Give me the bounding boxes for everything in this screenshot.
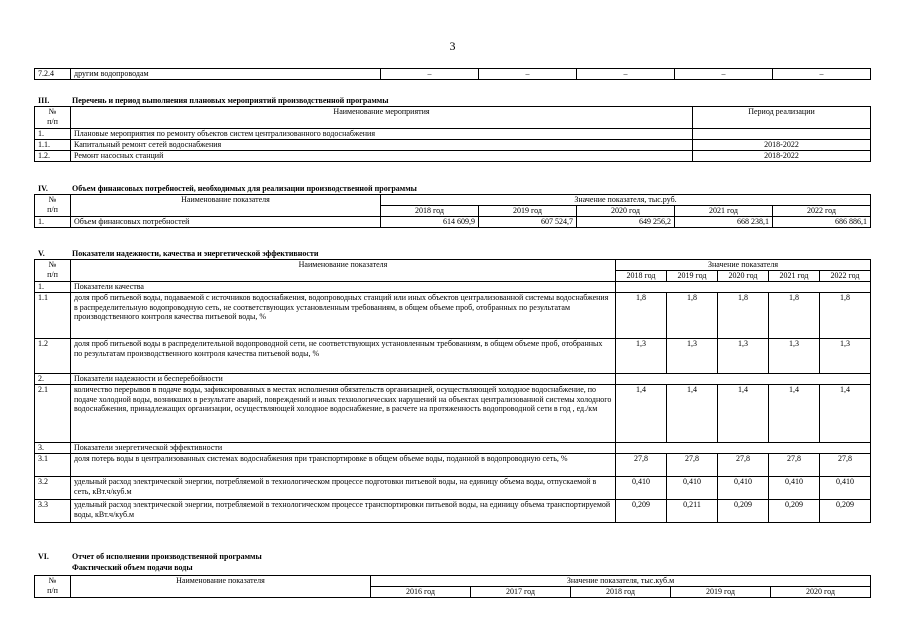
header-name: Наименование показателя [71, 576, 371, 598]
table-row [35, 374, 871, 385]
section-heading: Отчет об исполнении производственной программы [72, 552, 262, 561]
row-value [616, 282, 871, 293]
measures-table [34, 106, 871, 162]
row-value: 1,4 [616, 385, 667, 443]
row-name: другим водопроводам [71, 69, 381, 80]
table-row [35, 217, 871, 228]
header-year: 2017 год [471, 587, 571, 598]
header-year: 2020 год [577, 206, 675, 217]
section-subtitle [72, 563, 193, 572]
row-name: доля потерь воды в централизованных системах водоснабжения при транспортировке в общем объеме воды, поданной в водопроводную сеть, % [71, 454, 616, 477]
row-value: 0,410 [616, 477, 667, 500]
header-value: Значение показателя, тыс.куб.м [371, 576, 871, 587]
continuation-table [34, 68, 871, 80]
header-value: Значение показателя, тыс.руб. [381, 195, 871, 206]
row-value: 27,8 [718, 454, 769, 477]
row-value [616, 374, 871, 385]
row-value: 649 256,2 [577, 217, 675, 228]
row-value: – [675, 69, 773, 80]
row-period: 2018-2022 [693, 140, 871, 151]
table-row [35, 293, 871, 339]
row-value: 1,8 [667, 293, 718, 339]
row-value: 1,8 [769, 293, 820, 339]
header-year: 2020 год [718, 271, 769, 282]
row-value: 0,211 [667, 500, 718, 523]
table-header-row [35, 576, 871, 587]
row-value: 0,209 [820, 500, 871, 523]
row-value: 27,8 [667, 454, 718, 477]
row-value: 0,410 [667, 477, 718, 500]
header-year: 2019 год [667, 271, 718, 282]
section-subheading: Фактический объем подачи воды [72, 563, 193, 572]
section-number: III. [38, 96, 50, 105]
row-name: доля проб питьевой воды, подаваемой с источников водоснабжения, водопроводных станций или иных объектов централизованной системы водоснабжения в распределительную водопроводную сеть, не соответствующих установленным требованиям, в общем объеме проб, отобранных по результатам производственного контроля качества питьевой воды, % [71, 293, 616, 339]
row-value: 1,4 [820, 385, 871, 443]
row-value: 0,410 [769, 477, 820, 500]
row-number: 3.3 [35, 500, 71, 523]
header-name: Наименование показателя [71, 260, 616, 282]
row-number: 1. [35, 217, 71, 228]
table-header-row [35, 195, 871, 206]
table-row [35, 69, 871, 80]
row-number: 3. [35, 443, 71, 454]
row-name: Показатели качества [71, 282, 616, 293]
header-year: 2019 год [671, 587, 771, 598]
row-value: 668 238,1 [675, 217, 773, 228]
row-value: 1,4 [769, 385, 820, 443]
row-name: Плановые мероприятия по ремонту объектов систем централизованного водоснабжения [71, 129, 693, 140]
header-year: 2018 год [616, 271, 667, 282]
row-period [693, 129, 871, 140]
row-number: 3.2 [35, 477, 71, 500]
table-row [35, 151, 871, 162]
row-value: 1,3 [616, 339, 667, 374]
row-value: 1,3 [769, 339, 820, 374]
header-number: № п/п [35, 576, 71, 598]
section-heading: Перечень и период выполнения плановых мероприятий производственной программы [72, 96, 389, 105]
header-year: 2016 год [371, 587, 471, 598]
section-title [38, 184, 417, 193]
row-name: Объем финансовых потребностей [71, 217, 381, 228]
row-name: Ремонт насосных станций [71, 151, 693, 162]
table-row [35, 282, 871, 293]
row-number: 1.2. [35, 151, 71, 162]
row-value: 1,4 [667, 385, 718, 443]
row-value: 1,8 [820, 293, 871, 339]
header-year: 2022 год [820, 271, 871, 282]
row-name: Показатели надежности и бесперебойности [71, 374, 616, 385]
row-value: 1,8 [616, 293, 667, 339]
table-row [35, 443, 871, 454]
table-row [35, 477, 871, 500]
row-period: 2018-2022 [693, 151, 871, 162]
row-number: 1.1. [35, 140, 71, 151]
row-name: удельный расход электрической энергии, потребляемой в технологическом процессе подготовки питьевой воды, на единицу объема воды, отпускаемой в сеть, кВт.ч/куб.м [71, 477, 616, 500]
header-name: Наименование показателя [71, 195, 381, 217]
header-name: Наименование мероприятия [71, 107, 693, 129]
row-value: 27,8 [616, 454, 667, 477]
section-title [38, 96, 388, 105]
header-year: 2018 год [571, 587, 671, 598]
section-heading: Объем финансовых потребностей, необходимых для реализации производственной программы [72, 184, 417, 193]
row-value: 0,410 [718, 477, 769, 500]
row-number: 1.2 [35, 339, 71, 374]
table-header-row [35, 260, 871, 271]
header-period: Период реализации [693, 107, 871, 129]
row-number: 3.1 [35, 454, 71, 477]
row-name: удельный расход электрической энергии, потребляемой в технологическом процессе транспортировки питьевой воды, на единицу объема транспортируемой воды, кВт.ч/куб.м [71, 500, 616, 523]
row-value: 1,4 [718, 385, 769, 443]
row-number: 2. [35, 374, 71, 385]
header-number: № п/п [35, 195, 71, 217]
row-value [616, 443, 871, 454]
section-number: VI. [38, 552, 49, 561]
row-number: 1. [35, 129, 71, 140]
row-value: 0,209 [718, 500, 769, 523]
table-row [35, 500, 871, 523]
row-value: – [479, 69, 577, 80]
row-name: Показатели энергетической эффективности [71, 443, 616, 454]
header-year: 2021 год [769, 271, 820, 282]
header-year: 2022 год [773, 206, 871, 217]
header-number: № п/п [35, 260, 71, 282]
row-value: 1,3 [820, 339, 871, 374]
section-title [38, 552, 262, 561]
header-year: 2018 год [381, 206, 479, 217]
table-row [35, 454, 871, 477]
header-number: № п/п [35, 107, 71, 129]
table-row [35, 140, 871, 151]
row-name: количество перерывов в подаче воды, зафиксированных в местах исполнения обязательств организацией, осуществляющей холодное водоснабжение, по подаче холодной воды, возникших в результате аварий, повреждений и иных технологических нарушений на объектах централизованной системы холодного водоснабжения, принадлежащих организации, осуществляющей холодное водоснабжение, в расчете на протяженность водопроводной сети в год , ед./км [71, 385, 616, 443]
header-year: 2021 год [675, 206, 773, 217]
table-row [35, 385, 871, 443]
row-value: 0,209 [616, 500, 667, 523]
section-number: V. [38, 249, 45, 258]
row-number: 1. [35, 282, 71, 293]
row-value: 686 886,1 [773, 217, 871, 228]
row-value: 27,8 [769, 454, 820, 477]
section-heading: Показатели надежности, качества и энергетической эффективности [72, 249, 319, 258]
row-value: 607 524,7 [479, 217, 577, 228]
row-value: 1,3 [718, 339, 769, 374]
actual-supply-table [34, 575, 871, 598]
row-name: Капитальный ремонт сетей водоснабжения [71, 140, 693, 151]
header-year: 2019 год [479, 206, 577, 217]
table-header-row [35, 107, 871, 129]
header-year: 2020 год [771, 587, 871, 598]
section-number: IV. [38, 184, 48, 193]
row-number: 1.1 [35, 293, 71, 339]
row-value: 0,209 [769, 500, 820, 523]
finance-table [34, 194, 871, 228]
row-value: 1,3 [667, 339, 718, 374]
section-title [38, 249, 318, 258]
row-value: – [381, 69, 479, 80]
row-value: – [773, 69, 871, 80]
page-number: 3 [449, 39, 456, 53]
row-number: 7.2.4 [35, 69, 71, 80]
row-value: 614 609,9 [381, 217, 479, 228]
table-row [35, 339, 871, 374]
row-number: 2.1 [35, 385, 71, 443]
row-value: 0,410 [820, 477, 871, 500]
row-value: – [577, 69, 675, 80]
row-value: 27,8 [820, 454, 871, 477]
header-value: Значение показателя [616, 260, 871, 271]
row-name: доля проб питьевой воды в распределительной водопроводной сети, не соответствующих установленным требованиям, в общем объеме проб, отобранных по результатам производственного контроля качества питьевой воды, % [71, 339, 616, 374]
table-row [35, 129, 871, 140]
row-value: 1,8 [718, 293, 769, 339]
indicators-table [34, 259, 871, 523]
